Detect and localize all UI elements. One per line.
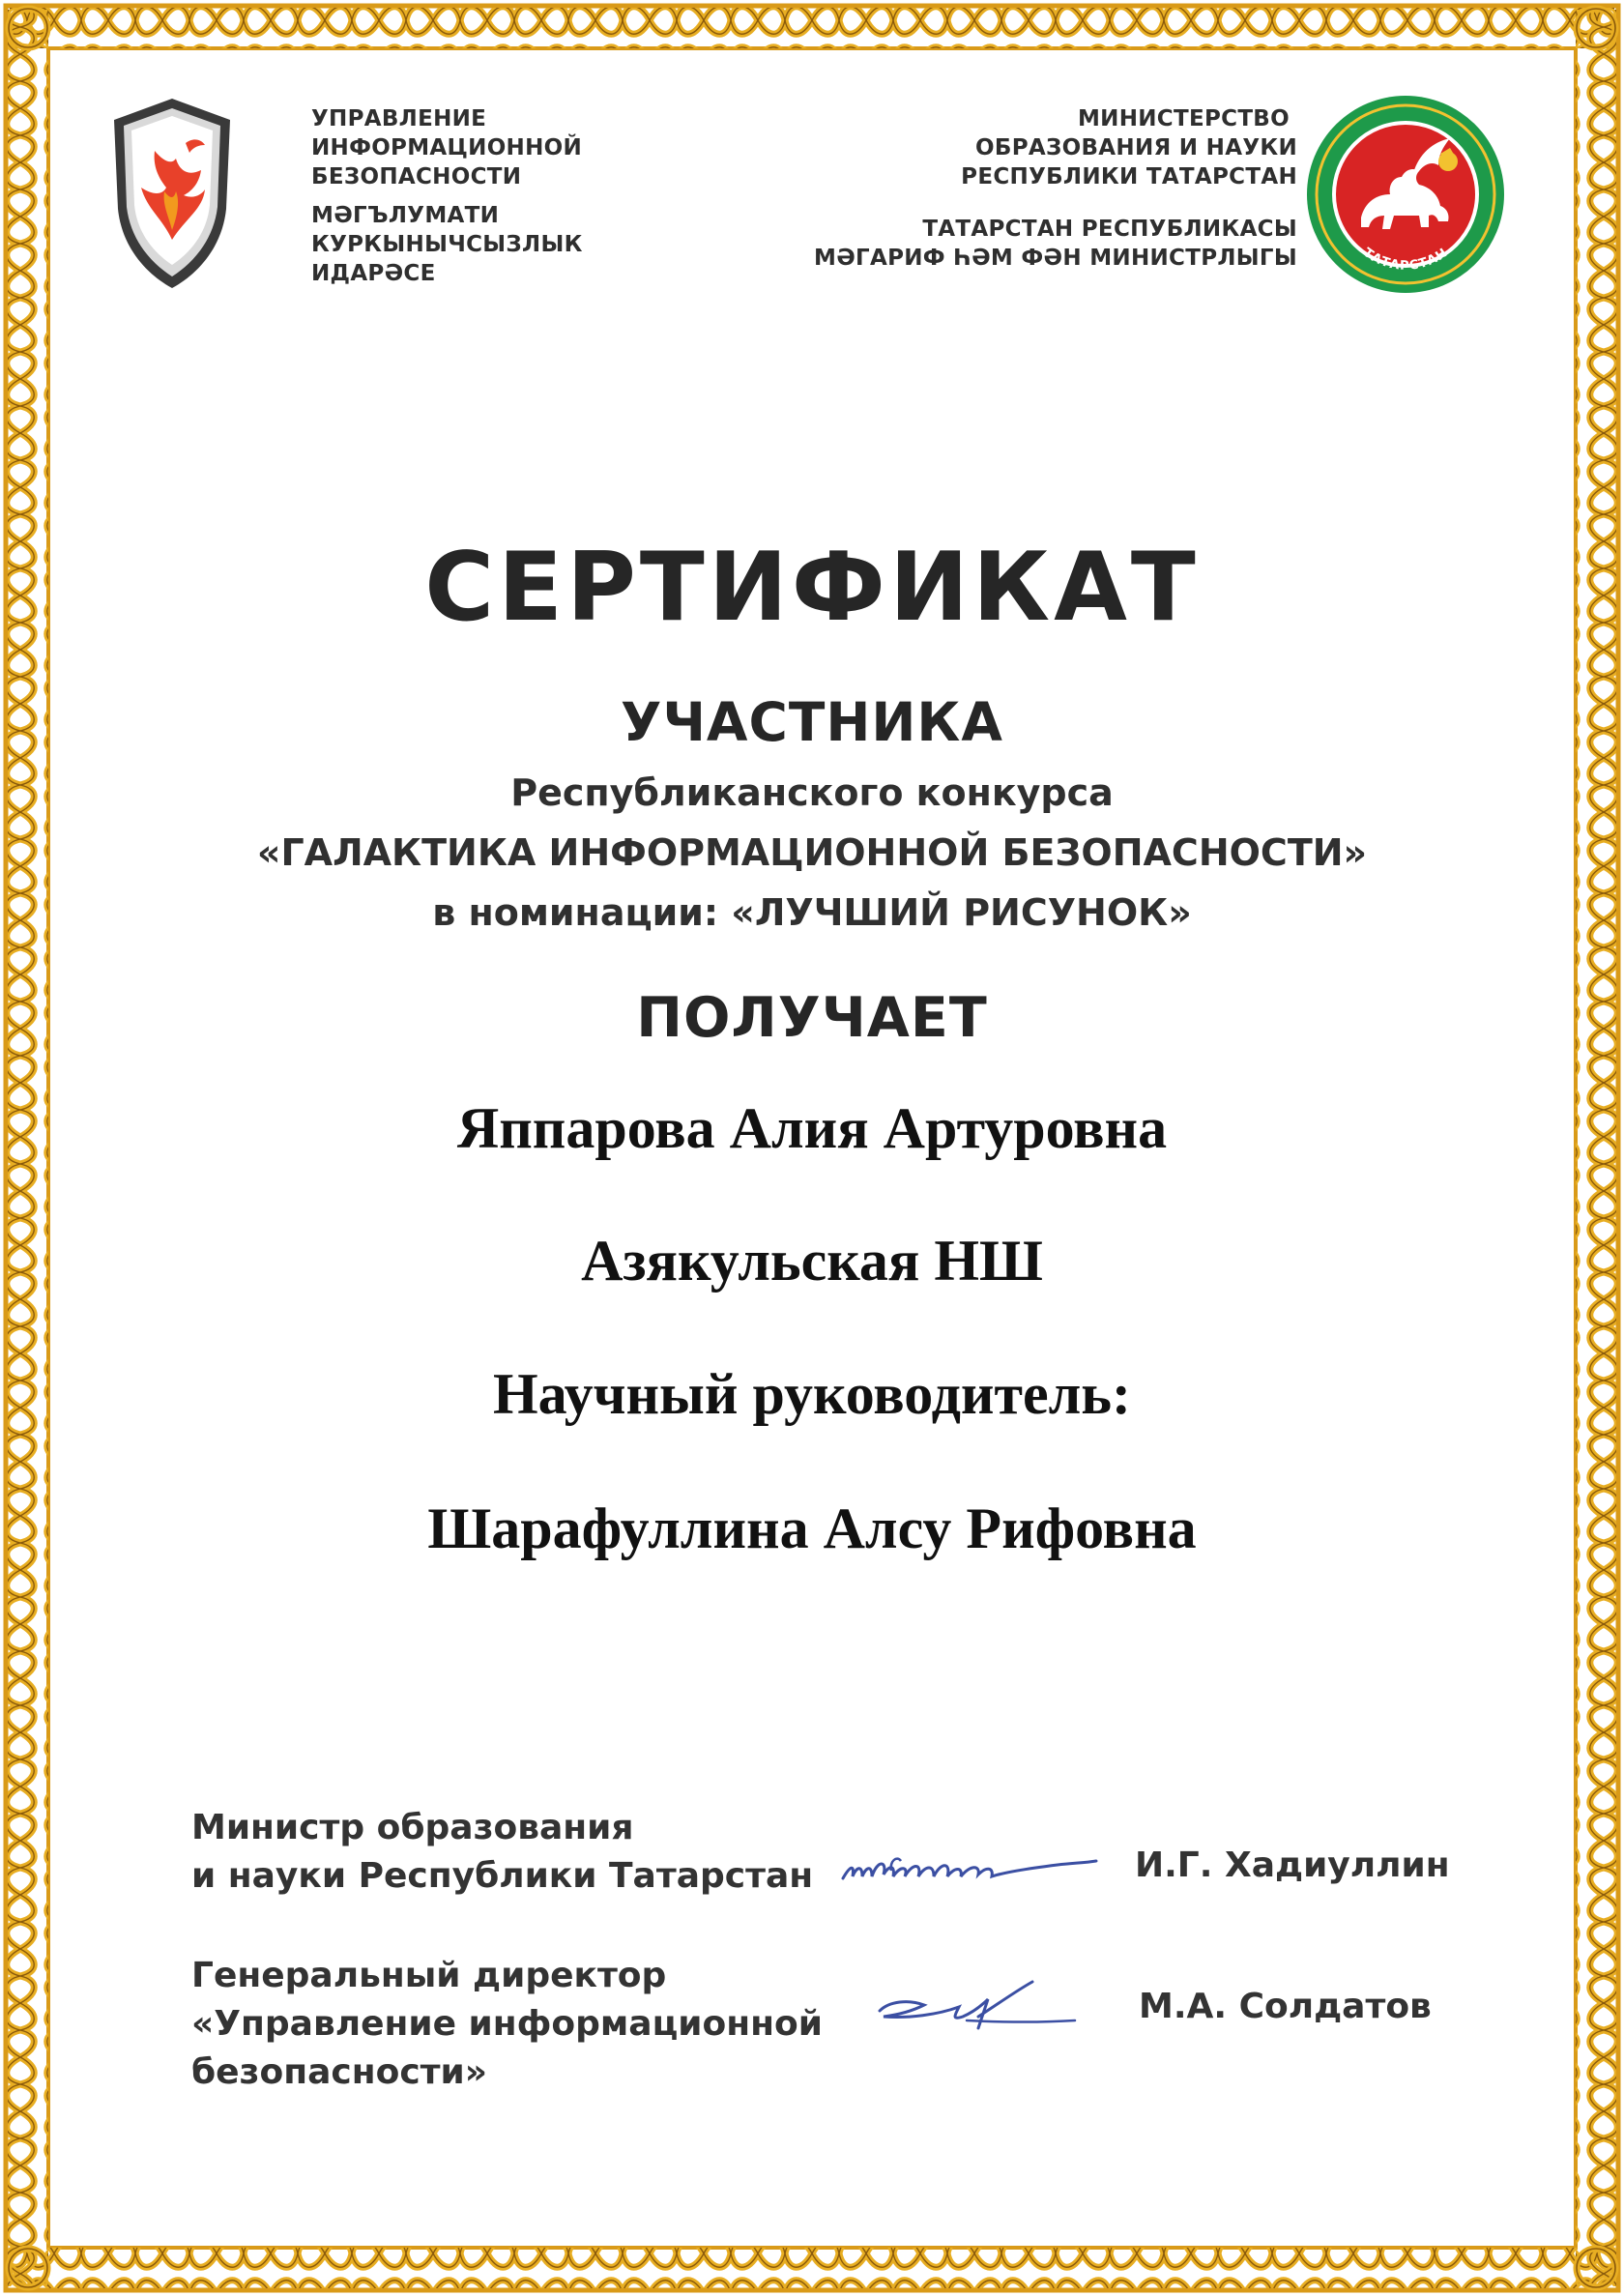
certificate-subtitle: УЧАСТНИКА xyxy=(621,691,1003,753)
left-org-line: УПРАВЛЕНИЕ xyxy=(311,106,487,131)
seal-text: ТАТАРСТАН xyxy=(1360,245,1451,274)
signatory-role xyxy=(191,1804,813,1901)
contest-nomination: в номинации: «ЛУЧШИЙ РИСУНОК» xyxy=(432,891,1192,934)
right-org-line: РЕСПУБЛИКИ ТАТАРСТАН xyxy=(961,164,1297,189)
left-org-name xyxy=(311,104,621,288)
supervisor-label: Научный руководитель: xyxy=(493,1362,1131,1426)
tatarstan-coat-of-arms-icon xyxy=(1305,94,1506,295)
right-org-line-tt: ТАТАРСТАН РЕСПУБЛИКАСЫ xyxy=(922,217,1297,242)
receives-label: ПОЛУЧАЕТ xyxy=(636,986,988,1050)
left-org-line: БЕЗОПАСНОСТИ xyxy=(311,164,522,189)
signatory-role-line: и науки Республики Татарстан xyxy=(191,1856,814,1896)
signatory-role-line: Министр образования xyxy=(191,1808,634,1847)
signatory-role-line: безопасности» xyxy=(191,2052,487,2092)
left-org-line: ИНФОРМАЦИОННОЙ xyxy=(311,135,583,160)
signatory-role-line: «Управление информационной xyxy=(191,2004,823,2044)
right-org-line-tt: МӘГАРИФ ҺӘМ ФӘН МИНИСТРЛЫГЫ xyxy=(814,246,1297,271)
right-org-line: МИНИСТЕРСТВО xyxy=(1077,106,1290,131)
recipient-name: Яппарова Алия Артуровна xyxy=(456,1096,1168,1160)
handwritten-signature xyxy=(870,1972,1083,2040)
left-org-line-tt: КУРКЫНЫЧСЫЗЛЫК xyxy=(311,232,583,257)
contest-name: «ГАЛАКТИКА ИНФОРМАЦИОННОЙ БЕЗОПАСНОСТИ» xyxy=(256,831,1368,874)
signatory-role-line: Генеральный директор xyxy=(191,1956,667,1995)
left-org-line-tt: МӘГЪЛУМАТИ xyxy=(311,203,500,228)
handwritten-signature xyxy=(833,1832,1104,1900)
contest-line: Республиканского конкурса xyxy=(510,771,1114,814)
supervisor-name: Шарафуллина Алсу Рифовна xyxy=(427,1497,1197,1560)
left-org-line-tt: ИДАРӘСЕ xyxy=(311,261,436,286)
certificate-title: СЕРТИФИКАТ xyxy=(424,533,1200,643)
right-org-name xyxy=(795,104,1297,273)
school-name: Азякульская НШ xyxy=(581,1229,1043,1293)
phoenix-shield-icon xyxy=(108,95,236,293)
signatory-name: И.Г. Хадиуллин xyxy=(1135,1846,1450,1885)
right-org-line: ОБРАЗОВАНИЯ И НАУКИ xyxy=(975,135,1297,160)
signatory-role xyxy=(191,1952,823,2097)
signatory-name: М.А. Солдатов xyxy=(1139,1987,1432,2026)
